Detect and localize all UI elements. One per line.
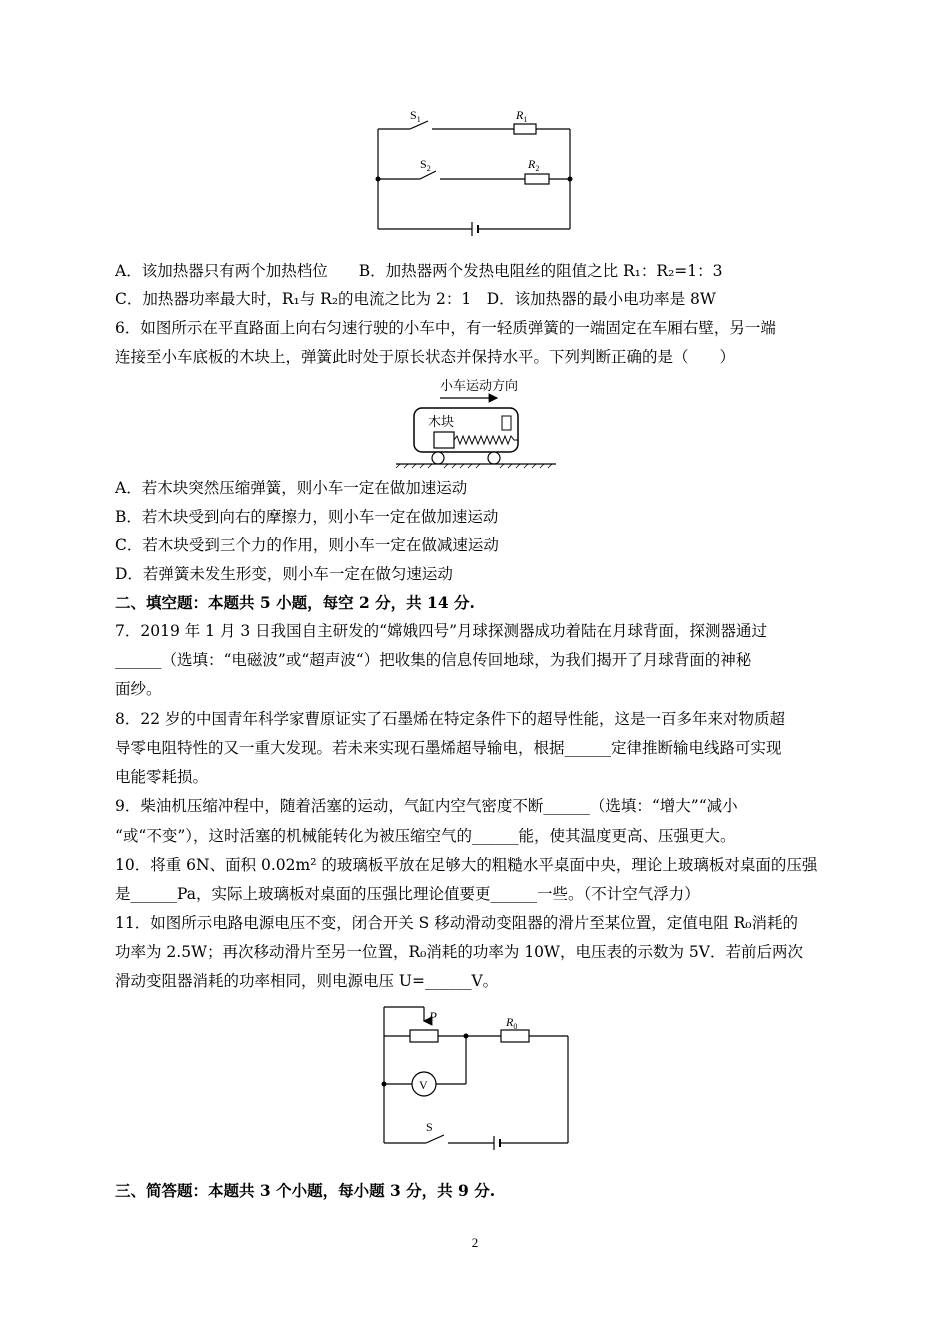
q11-line1: 11．如图所示电路电源电压不变，闭合开关 S 移动滑动变阻器的滑片至某位置，定值电阻 R₀消耗的 <box>115 914 799 932</box>
page-number: 2 <box>471 1235 479 1250</box>
cart-diagram <box>392 374 562 469</box>
svg-text:木块: 木块 <box>428 414 455 429</box>
circuit-diagram-1 <box>370 105 580 240</box>
q8-line1: 8．22 岁的中国青年科学家曹原证实了石墨烯在特定条件下的超导性能，这是一百多年来对物质超 <box>115 710 786 728</box>
q10-line1: 10．将重 6N、面积 0.02m² 的玻璃板平放在足够大的粗糙水平桌面中央，理论上玻璃板对桌面的压强 <box>115 856 818 874</box>
q6-option-c: C．若木块受到三个力的作用，则小车一定在做减速运动 <box>115 536 499 554</box>
svg-text:V: V <box>419 1078 428 1092</box>
q7-line2: ______（选填：“电磁波”或“超声波“）把收集的信息传回地球，为我们揭开了月球背面的神秘 <box>115 651 752 669</box>
q6-option-d: D．若弹簧未发生形变，则小车一定在做匀速运动 <box>115 565 453 583</box>
q6-option-b: B．若木块受到向右的摩擦力，则小车一定在做加速运动 <box>115 508 499 526</box>
circuit-diagram-3 <box>376 1003 576 1153</box>
q7-line3: 面纱。 <box>115 680 162 698</box>
q6-option-a: A．若木块突然压缩弹簧，则小车一定在做加速运动 <box>115 479 468 497</box>
svg-text:R1: $R_1$ <box>516 108 528 124</box>
svg-text:S2: $S_2$ <box>420 157 431 173</box>
q9-line1: 9．柴油机压缩冲程中，随着活塞的运动，气缸内空气密度不断______（选填：“增大”“减小 <box>115 797 738 815</box>
section-3-heading: 三、简答题：本题共 3 个小题，每小题 3 分，共 9 分. <box>115 1181 496 1200</box>
q8-line2: 导零电阻特性的又一重大发现。若未来实现石墨烯超导输电，根据______定律推断输电线路可实现 <box>115 739 782 757</box>
svg-text:R0: $R_0$ <box>506 1015 518 1031</box>
q9-line2: “或“不变”），这时活塞的机械能转化为被压缩空气的______能，使其温度更高、压强更大。 <box>115 827 736 845</box>
q11-line2: 功率为 2.5W；再次移动滑片至另一位置，R₀消耗的功率为 10W，电压表的示数为 5V．若前后两次 <box>115 943 803 961</box>
section-2-heading: 二、填空题：本题共 5 小题，每空 2 分，共 14 分. <box>115 593 475 612</box>
svg-text:S: S <box>426 1120 433 1134</box>
svg-text:小车运动方向: 小车运动方向 <box>440 378 519 393</box>
q10-line2: 是______Pa，实际上玻璃板对桌面的压强比理论值要更______一些。（不计空气浮力） <box>115 885 700 903</box>
q6-stem-line2: 连接至小车底板的木块上，弹簧此时处于原长状态并保持水平。下列判断正确的是（ ） <box>115 348 736 366</box>
svg-text:P: P <box>429 1009 437 1024</box>
q5-options-ab: A．该加热器只有两个加热档位 B．加热器两个发热电阻丝的阻值之比 R₁：R₂=1：3 <box>115 262 723 280</box>
q11-line3: 滑动变阻器消耗的功率相同，则电源电压 U=______V。 <box>115 972 499 990</box>
q8-line3: 电能零耗损。 <box>115 768 209 786</box>
q5-options-cd: C．加热器功率最大时，R₁与 R₂的电流之比为 2：1 D．该加热器的最小电功率是 8W <box>115 290 716 308</box>
svg-text:S1: $S_1$ <box>410 108 421 124</box>
svg-text:R2: $R_2$ <box>528 157 540 173</box>
q7-line1: 7．2019 年 1 月 3 日我国自主研发的“嫦娥四号”月球探测器成功着陆在月球背面，探测器通过 <box>115 622 768 640</box>
q6-stem-line1: 6．如图所示在平直路面上向右匀速行驶的小车中，有一轻质弹簧的一端固定在车厢右壁，另一端 <box>115 319 776 337</box>
